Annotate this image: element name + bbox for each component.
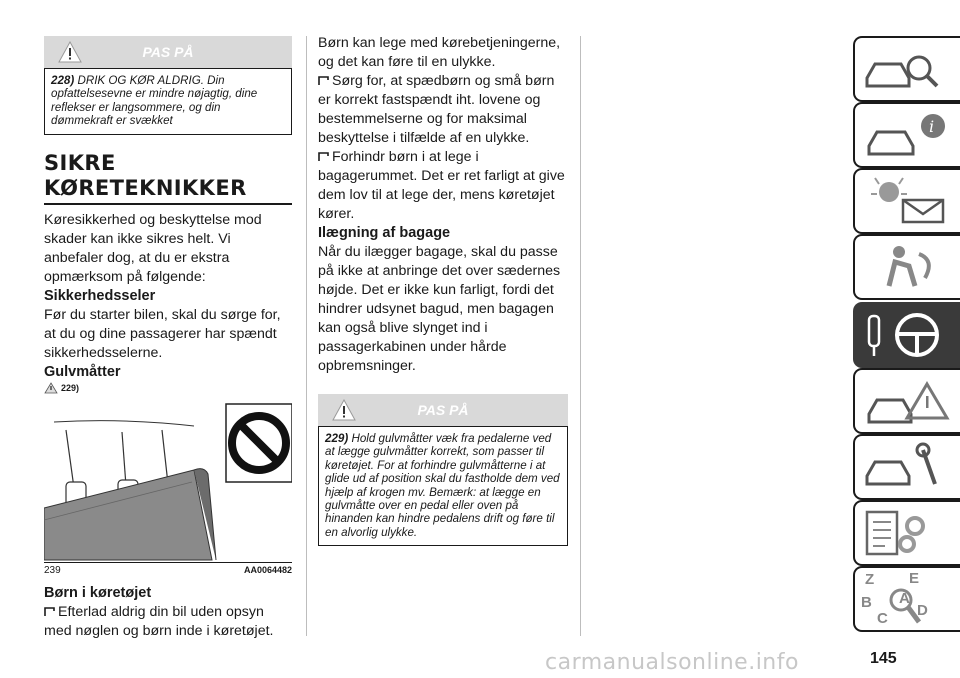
car-wrench-icon [855, 436, 960, 498]
seatbelts-heading: Sikkerhedsseler [44, 287, 156, 304]
warning-box-2 [318, 426, 568, 546]
floormats-heading: Gulvmåtter [44, 363, 121, 380]
seat-airbag-icon [855, 236, 960, 298]
page-number: 145 [870, 650, 897, 667]
tab-emergency[interactable] [853, 368, 960, 434]
tab-driving-active[interactable] [853, 302, 960, 368]
intro-text: Køresikkerhed og beskyttelse mod skader kan ikke sikres helt. Vi anbefaler dog, at du er ekstra opmærksom på følgende: [44, 211, 262, 285]
bullet-square-icon [318, 152, 329, 162]
car-info-icon [855, 104, 960, 166]
warning-2-text: Hold gulvmåtter væk fra pedalerne ved at lægge gulvmåtter korrekt, som passer til køretøjet. For at forhindre gulvmåtterne i at glide ud af position skal du fastholde dem ved hjælp af krogen mv. Bemærk: at lægge en gulvmåtte over en pedal eller oven på hinanden kan hindre pedalens drift og føre til en alvorlig ulykke. [325, 432, 560, 539]
index-letters-icon [855, 568, 960, 630]
children-bullet-1 [44, 603, 292, 641]
seatbelts-text: Før du starter bilen, skal du sørge for, at du og dine passagerer har spændt sikkerhedsselerne. [44, 306, 281, 361]
document-gears-icon [855, 502, 960, 564]
warning-header-text: PAS PÅ [142, 44, 194, 60]
warning-box [44, 68, 292, 135]
children-bullet-2 [318, 72, 568, 148]
warning-header-2-text: PAS PÅ [417, 402, 469, 418]
tab-index[interactable] [853, 566, 960, 632]
svg-text:i: i [929, 117, 935, 136]
warning-small-icon [44, 382, 58, 394]
warning-number: 228) [51, 74, 75, 87]
children-bullet-3 [318, 148, 568, 224]
left-column [44, 0, 292, 641]
floormat-pedal-illustration [44, 400, 292, 562]
warning-light-envelope-icon [855, 170, 960, 232]
middle-column [318, 34, 568, 546]
tab-maintenance[interactable] [853, 434, 960, 500]
figure-floormat [44, 400, 292, 563]
column-divider-2 [580, 36, 581, 636]
children-heading: Børn i køretøjet [44, 584, 152, 601]
index-letter: A [899, 590, 910, 607]
section-title-line-1: SIKRE [44, 150, 116, 175]
car-magnifier-icon [855, 38, 960, 100]
luggage-heading: Ilægning af bagage [318, 225, 451, 241]
index-letter: C [877, 610, 888, 627]
warning-text: DRIK OG KØR ALDRIG. Din opfattelsesevne er mindre nøjagtig, dine reflekser er langsommere, og din dømmekraft er svækket [51, 74, 258, 128]
section-title [44, 151, 292, 205]
index-letter: D [917, 602, 928, 619]
column-divider-1 [306, 36, 307, 636]
index-letter: B [861, 594, 872, 611]
warning-triangle-icon [332, 399, 356, 424]
figure-number: 239 [44, 564, 61, 576]
floormats-ref [44, 382, 292, 394]
section-title-line-2: KØRETEKNIKKER [44, 175, 247, 200]
luggage-text: Når du ilægger bagage, skal du passe på ikke at anbringe det over sædernes højde. Det er ikke kun farligt, fordi det hindrer udsynet bagud, men bagagen kan også blive slynget ind i passagerkabinen under hårde opbremsninger. [318, 244, 561, 374]
figure-caption [44, 565, 292, 576]
bullet-square-icon [318, 76, 329, 86]
car-warning-triangle-icon [855, 370, 960, 432]
tab-lights-messages[interactable] [853, 168, 960, 234]
figure-code: AA0064482 [243, 564, 292, 575]
index-letter: E [909, 570, 920, 587]
magnifier-icon [885, 584, 925, 628]
warning-triangle-icon [58, 41, 82, 66]
warning-header [44, 36, 292, 68]
watermark: carmanualsonline.info [545, 650, 799, 675]
tab-car-search[interactable] [853, 36, 960, 102]
index-letter: Z [865, 571, 875, 588]
tab-technical-data[interactable] [853, 500, 960, 566]
tab-car-info[interactable] [853, 102, 960, 168]
children-continued: Børn kan lege med kørebetjeningerne, og det kan føre til en ulykke. [318, 35, 561, 70]
children-bullet-1-text: Efterlad aldrig din bil uden opsyn med nøglen og børn inde i køretøjet. [44, 603, 274, 639]
warning-header-2 [318, 394, 568, 426]
children-bullet-2-text: Sørg for, at spædbørn og små børn er korrekt fastspændt iht. lovene og bestemmelserne og for maksimal beskyttelse i tilfælde af en ulykke. [318, 73, 555, 146]
key-steering-wheel-icon [855, 304, 960, 366]
warning-2-number: 229) [325, 432, 349, 445]
bullet-square-icon [44, 607, 55, 617]
chapter-sidebar [851, 0, 960, 678]
children-bullet-3-text: Forhindr børn i at lege i bagagerummet. Det er ret farligt at give dem lov til at lege der, mens køretøjet kører. [318, 149, 565, 222]
floormats-ref-number: 229) [61, 382, 80, 393]
tab-safety[interactable] [853, 234, 960, 300]
